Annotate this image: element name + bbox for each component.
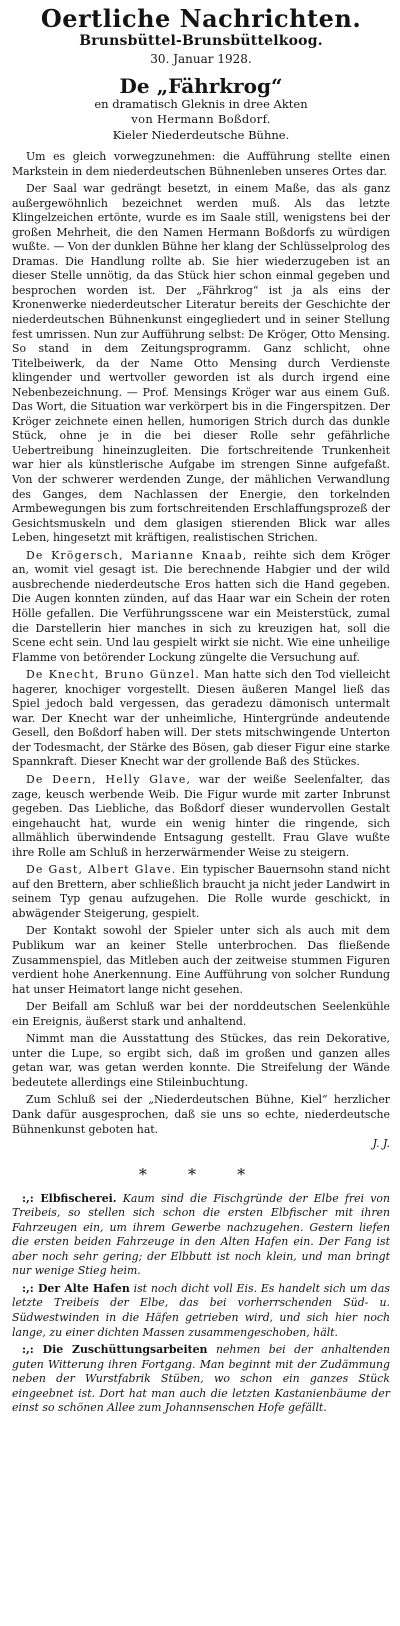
paragraph [12,668,390,770]
paragraph: Der Beifall am Schluß war bei der norddeutschen Seelenkühle ein Ereignis, äußerst stark und anhaltend. [12,1000,390,1028]
note-lead: :,: Der Alte Hafen [22,1281,130,1295]
paragraph: Der Kontakt sowohl der Spieler unter sich als auch mit dem Publikum war an keiner Stelle unterbrochen. Das fließende Zusammenspiel, das Mitleben auch der zeitweise stummen Figuren verdient hohe Anerkennung. Eine Aufführung von solcher Rundung hat unser Heimatort lange nicht gesehen. [12,924,390,996]
note-text: ist noch dicht voll Eis. Es handelt sich um das letzte Treibeis der Elbe, das bei vorherrschenden Süd- u. Südwestwinden in die Häfen getrieben wird, und sich hier noch lange, zu einer dichten Massen zusammengeschoben, hält. [12,1281,390,1339]
place-heading: Brunsbüttel-Brunsbüttelkoog. [79,33,323,49]
local-notes [12,1192,390,1416]
play-subtitle: en dramatisch Gleknis in dree Akten [94,97,308,111]
role-lead: De Deern, Helly Glave, [26,772,192,786]
paragraph-text: reihte sich dem Kröger an, womit viel gesagt ist. Die berechnende Habgier und der wild ausbrechende niederdeutsche Eros hatten sich die Hand gegeben. Die Augen konnten zünden, auf das Haar war ein Schein der roten Hölle gefallen. Die Verführungsscene war ein Meisterstück, zumal die Darstellerin hier manches in sich zu kreuzigen hat, soll die Scene echt sein. Und lau gespielt wirkt sie nicht. Wie eine unheilige Flamme von betörender Lockung züngelte die Versuchung auf. [12,548,390,664]
note-lead: :,: Elbfischerei. [22,1191,117,1205]
note-item [12,1343,390,1416]
masthead [12,6,390,67]
paragraph-text: Man hatte sich den Tod vielleicht hagerer, knochiger vorgestellt. Diesen äußeren Mangel ließ das Spiel jedoch bald vergessen, das geradezu dämonisch untermalt war. Der Knecht war der unheimliche, Hintergründe andeutende Gesell, den Boßdorf haben will. Der stets mitschwingende Unterton der Todesmacht, der Stärke des Bösen, gab dieser Figur eine starke Spannkraft. Dieser Knecht war der grollende Baß des Stückes. [12,668,390,769]
review-article [12,150,390,1152]
author-signature: J. J. [372,1137,390,1151]
play-title: De „Fährkrog“ [119,74,283,98]
paragraph: Nimmt man die Ausstattung des Stückes, das rein Dekorative, unter die Lupe, so ergibt sich, daß im großen und ganzen alles getan war, was getan werden konnte. Die Streifelung der Wände bedeutete allerdings eine Stileinbuchtung. [12,1032,390,1089]
note-text: nehmen bei der anhaltenden guten Witterung ihren Fortgang. Man beginnt mit der Zudämmung neben der Wurstfabrik Stüben, wo schon ein ganzes Stück eingeebnet ist. Dort hat man auch die letzten Kastanienbäume der einst so schönen Allee zum Johannsenschen Hofe gefällt. [12,1343,390,1415]
note-lead: :,: Die Zuschüttungsarbeiten [22,1343,208,1357]
play-author: von Hermann Boßdorf. [131,112,271,126]
paragraph [12,773,390,860]
note-item [12,1282,390,1340]
role-lead: De Krögersch, Marianne Knaab, [26,548,248,562]
note-item [12,1192,390,1279]
paragraph [12,863,390,921]
note-text: Kaum sind die Fischgründe der Elbe frei von Treibeis, so stellen sich schon die ersten Elbfischer mit ihren Fahrzeugen ein, um ihrem Gewerbe nachzugehen. Gestern liefen die ersten beiden Fahrzeuge in den Alten Hafen ein. Der Fang ist aber noch sehr gering; der Elbbutt ist noch klein, und man bringt nur wenige Stieg heim. [12,1191,390,1278]
section-title: Oertliche Nachrichten. [40,4,362,33]
article-headline [12,75,390,143]
paragraph-text: war der weiße Seelenfalter, das zage, keusch werbende Weib. Die Figur wurde mit zarter Inbrunst gegeben. Das Liebliche, das Boßdorf dieser wundervollen Gestalt eingehaucht hat, wurde ein wenig hinter die ringende, sich allmählich überwindende Entsagung gestellt. Frau Glave wußte ihre Rolle am Schluß in herzerwärmender Weise zu steigern. [12,772,390,859]
stage-company: Kieler Niederdeutsche Bühne. [112,128,290,142]
paragraph-text: Ein typischer Bauernsohn stand nicht auf den Brettern, aber schließlich braucht ja nicht jeder Landwirt in seinem Typ genau aufzugehen. Die Rolle wurde geschickt, in abwägender Steigerung, gespielt. [12,863,390,920]
date-line: 30. Januar 1928. [150,52,252,66]
role-lead: De Gast, Albert Glave. [26,863,177,877]
paragraph: Der Saal war gedrängt besetzt, in einem Maße, das als ganz außergewöhnlich bezeichnet werden muß. Als das letzte Klingelzeichen ertönte, wurde es im Saale still, wenigstens bei der großen Mehrheit, die den Namen Hermann Boßdorfs zu würdigen wußte. — Von der dunklen Bühne her klang der Schlüsselprolog des Dramas. Die Handlung rollte ab. Sie hier wiederzugeben ist an dieser Stelle unnötig, da das Stück hier schon einmal gegeben und besprochen worden ist. Der „Fährkrog“ ist ja als eins der Kronenwerke niederdeutscher Literatur bereits der Geschichte der niederdeutschen Bühnenkunst eingegliedert und in seiner Stellung fest umrissen. Nun zur Aufführung selbst: De Kröger, Otto Mensing. So stand in dem Zeitungsprogramm. Ganz schlicht, ohne Titelbeiwerk, da der Name Otto Mensing durch Verdienste klingender und wertvoller geworden ist als durch irgend eine Nebenbezeichnung. — Prof. Mensings Kröger war aus einem Guß. Das Wort, die Situation war verkörpert bis in die Fingerspitzen. Der Kröger zeichnete einen hellen, humorigen Strich durch das dunkle Stück, ohne je in die bei dieser Rolle sehr gefährliche Uebertreibung hineinzugleiten. Die fortschreitende Trunkenheit war hier als künstlerische Aufgabe im strengen Sinne aufgefaßt. Von der schwerer werdenden Zunge, der mählichen Verwandlung des Ganges, dem Nachlassen der Energie, den torkelnden Armbewegungen bis zum fortschreitenden Erschlaffungsprozeß der Gesichtsmuskeln und dem glasigen stierenden Blick war alles Leben, hingesetzt mit kräftigen, realistischen Strichen. [12,182,390,545]
paragraph [12,549,390,665]
separator-stars: * * * [138,1164,264,1184]
paragraph: Um es gleich vorwegzunehmen: die Aufführung stellte einen Markstein in dem niederdeutschen Bühnenleben unseres Ortes dar. [12,150,390,178]
role-lead: De Knecht, Bruno Günzel. [26,668,200,682]
paragraph: Zum Schluß sei der „Niederdeutschen Bühne, Kiel“ herzlicher Dank dafür ausgesprochen, daß sie uns so echte, niederdeutsche Bühnenkunst geboten hat. [12,1093,390,1136]
